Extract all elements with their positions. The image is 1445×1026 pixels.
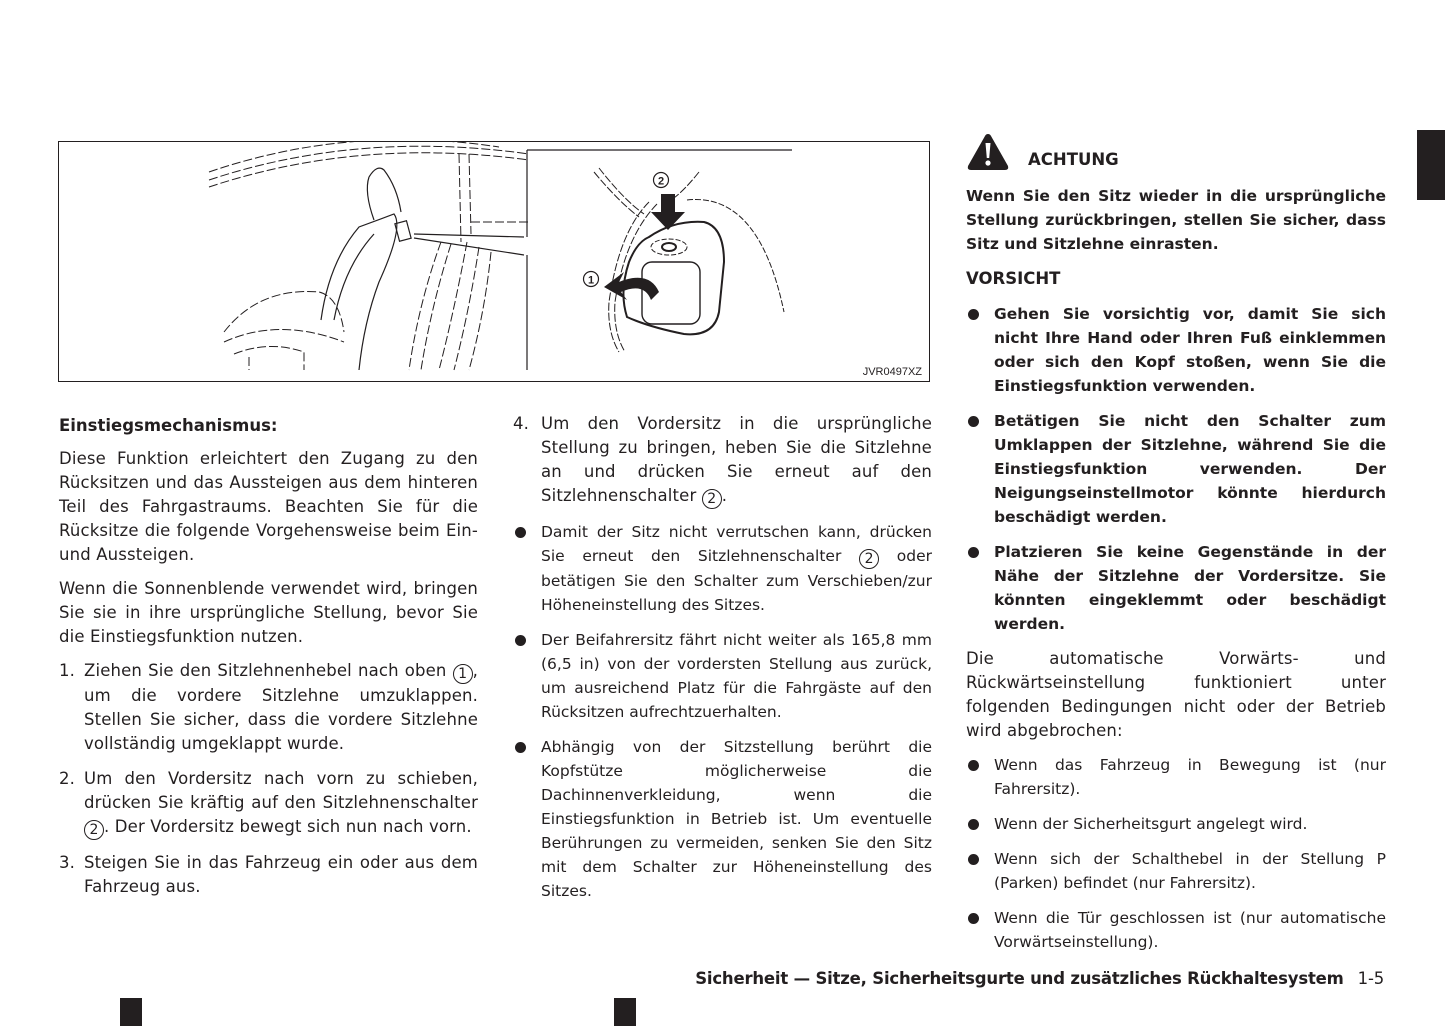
condition-item <box>966 753 1386 801</box>
right-column <box>966 130 1386 965</box>
left-column <box>59 414 478 910</box>
callout-2-badge: 2 <box>702 489 722 509</box>
bullet-icon <box>968 819 979 830</box>
bullet-icon <box>515 527 526 538</box>
condition-text: Wenn sich der Schalthebel in der Stellung P (Parken) befindet (nur Fahrersitz). <box>994 850 1386 892</box>
caution-item <box>966 409 1386 529</box>
step-text: Steigen Sie in das Fahrzeug ein oder aus dem Fahrzeug aus. <box>84 853 478 896</box>
intro-paragraph: Diese Funktion erleichtert den Zugang zu den Rücksitzen und das Aussteigen aus dem hinteren Teil des Fahrgastraums. Beachten Sie für die Rücksitze die folgende Vorgehensweise beim Ein- und Aussteigen. <box>59 449 478 564</box>
bullet-icon <box>515 635 526 646</box>
caution-list <box>966 302 1386 636</box>
crop-marker-left <box>120 998 142 1026</box>
crop-marker-center <box>614 998 636 1026</box>
step-number: 2. <box>59 769 76 788</box>
callout-2-badge: 2 <box>84 820 104 840</box>
step-3 <box>59 851 478 899</box>
note-item <box>513 628 932 724</box>
bullet-icon <box>515 742 526 753</box>
caution-item <box>966 302 1386 398</box>
bullet-icon <box>968 854 979 865</box>
callout-1-badge: 1 <box>453 664 473 684</box>
step-2 <box>59 767 478 840</box>
step-text: Ziehen Sie den Sitzlehnenhebel nach oben <box>84 661 453 680</box>
condition-item <box>966 812 1386 836</box>
caution-item <box>966 540 1386 636</box>
note-item <box>513 520 932 617</box>
callout-2-badge: 2 <box>859 549 879 569</box>
seat-door-illustration <box>59 142 931 383</box>
step-number: 3. <box>59 853 76 872</box>
step-1 <box>59 659 478 756</box>
figure-code: JVR0497XZ <box>862 366 922 378</box>
step-text: Um den Vordersitz in die ursprüngliche Stellung zu bringen, heben Sie die Sitzlehne an und drücken Sie erneut auf den Sitzlehnenschalter <box>541 414 932 505</box>
step-text: , um die vordere Sitzlehne umzuklappen. Stellen Sie sicher, dass die vordere Sitzlehne vollständig umgeklappt wurde. <box>84 661 478 753</box>
bullet-icon <box>968 547 979 558</box>
bullet-icon <box>968 760 979 771</box>
warning-header <box>966 130 1386 174</box>
step-number: 1. <box>59 661 76 680</box>
caution-text: Betätigen Sie nicht den Schalter zum Umklappen der Sitzlehne, während Sie die Einstiegsfunktion verwenden. Der Neigungseinstellmotor könnte hierdurch beschädigt werden. <box>994 412 1386 526</box>
note-text: Der Beifahrersitz fährt nicht weiter als 165,8 mm (6,5 in) von der vordersten Stellung aus zurück, um ausreichend Platz für die Fahrgäste auf den Rücksitzen aufrechtzuerhalten. <box>541 631 932 721</box>
caution-text: Platzieren Sie keine Gegenstände in der Nähe der Sitzlehne der Vordersitze. Sie könnten eingeklemmt oder beschädigt werden. <box>994 543 1386 633</box>
sunvisor-paragraph: Wenn die Sonnenblende verwendet wird, bringen Sie sie in ihre ursprüngliche Stellung, bevor Sie die Einstiegsfunktion nutzen. <box>59 579 478 646</box>
warning-text: Wenn Sie den Sitz wieder in die ursprüngliche Stellung zurückbringen, stellen Sie sicher, dass Sitz und Sitzlehne einrasten. <box>966 187 1386 253</box>
page-footer <box>695 969 1384 988</box>
step-4 <box>513 412 932 509</box>
bullet-icon <box>968 913 979 924</box>
middle-column <box>513 412 932 914</box>
curved-arrow-icon <box>604 272 659 300</box>
svg-text:2: 2 <box>657 175 665 188</box>
steps-list-continued <box>513 412 932 509</box>
page-number: 1-5 <box>1357 969 1384 988</box>
bullet-icon <box>968 309 979 320</box>
note-item <box>513 735 932 903</box>
conditions-list <box>966 753 1386 954</box>
step-text: . Der Vordersitz bewegt sich nun nach vorn. <box>104 817 472 836</box>
svg-text:1: 1 <box>587 274 595 287</box>
condition-text: Wenn die Tür geschlossen ist (nur automatische Vorwärtseinstellung). <box>994 909 1386 951</box>
condition-item <box>966 906 1386 954</box>
step-text: Um den Vordersitz nach vorn zu schieben, drücken Sie kräftig auf den Sitzlehnenschalter <box>84 769 478 812</box>
chapter-tab-marker <box>1417 130 1445 200</box>
note-text: Damit der Sitz nicht verrutschen kann, drücken Sie erneut den Sitzlehnenschalter <box>541 523 932 565</box>
condition-text: Wenn der Sicherheitsgurt angelegt wird. <box>994 815 1308 833</box>
section-heading: Einstiegsmechanismus: <box>59 416 278 435</box>
step-number: 4. <box>513 414 530 433</box>
seat-illustration-figure <box>58 141 930 382</box>
footer-section-title: Sicherheit — Sitze, Sicherheitsgurte und zusätzliches Rückhaltesystem <box>695 969 1344 988</box>
bullet-icon <box>968 416 979 427</box>
caution-title: VORSICHT <box>966 269 1061 288</box>
note-text: oder betätigen Sie den Schalter zum Verschieben/zur Höheneinstellung des Sitzes. <box>541 547 932 614</box>
step-text: . <box>721 486 728 505</box>
warning-title: ACHTUNG <box>1028 149 1119 169</box>
conditions-intro: Die automatische Vorwärts- und Rückwärtseinstellung funktioniert unter folgenden Bedingungen nicht oder der Betrieb wird abgebrochen: <box>966 649 1386 740</box>
notes-list <box>513 520 932 903</box>
steps-list <box>59 659 478 899</box>
condition-item <box>966 847 1386 895</box>
note-text: Abhängig von der Sitzstellung berührt die Kopfstütze möglicherweise die Dachinnenverkleidung, wenn die Einstiegsfunktion in Betrieb ist. Um eventuelle Berührungen zu vermeiden, senken Sie den Sitz mit dem Schalter zur Höheneinstellung des Sitzes. <box>541 738 932 900</box>
caution-text: Gehen Sie vorsichtig vor, damit Sie sich nicht Ihre Hand oder Ihren Fuß einklemmen oder sich den Kopf stoßen, wenn Sie die Einstiegsfunktion verwenden. <box>994 305 1386 395</box>
warning-triangle-icon <box>966 132 1010 172</box>
condition-text: Wenn das Fahrzeug in Bewegung ist (nur Fahrersitz). <box>994 756 1386 798</box>
